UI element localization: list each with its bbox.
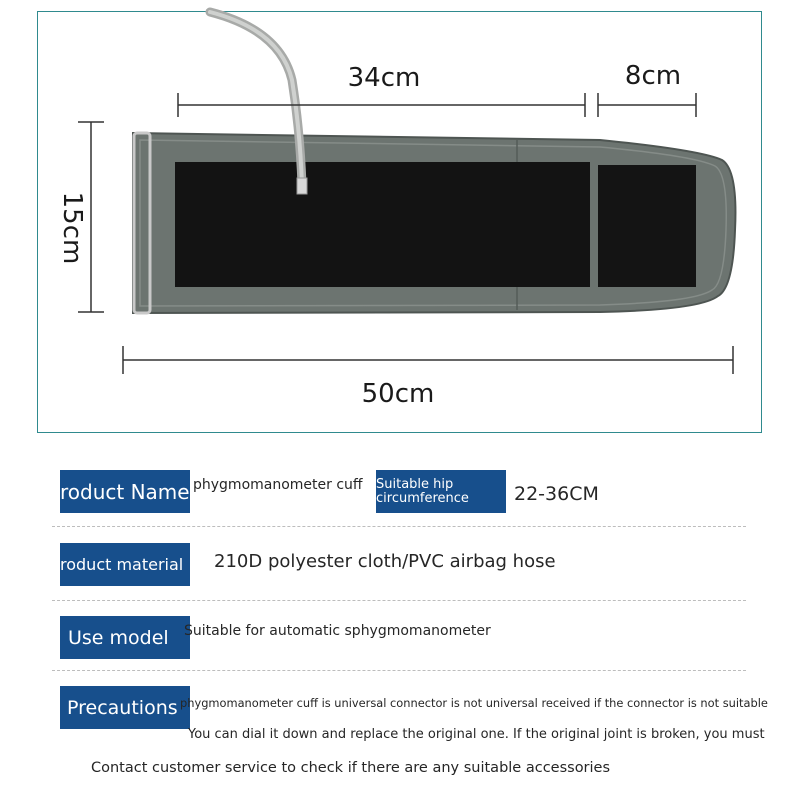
hip-label-line1: Suitable hip <box>376 476 454 492</box>
hip-circumference-tag <box>376 470 506 513</box>
dim-8cm-label: 8cm <box>624 61 682 91</box>
precautions-tag <box>60 686 190 729</box>
velcro-hook-large <box>175 162 590 287</box>
product-material-value: 210D polyester cloth/PVC airbag hose <box>214 551 556 572</box>
product-material-label: roduct material <box>60 555 184 574</box>
use-model-tag <box>60 616 190 659</box>
precautions-label: Precautions <box>67 696 178 719</box>
use-model-value: Suitable for automatic sphygmomanometer <box>184 623 491 639</box>
row-divider-1 <box>52 526 746 527</box>
precautions-line-3: Contact customer service to check if there are any suitable accessories <box>91 760 611 776</box>
precautions-line-2: You can dial it down and replace the original one. If the original joint is broken, you must <box>188 727 765 742</box>
hose-connector <box>297 178 307 194</box>
precautions-line-1: phygmomanometer cuff is universal connector is not universal received if the connector is not suitable <box>180 696 768 710</box>
hip-label-line2: circumference <box>376 490 469 506</box>
row-divider-3 <box>52 670 746 671</box>
hip-circumference-value: 22-36CM <box>514 483 599 505</box>
product-name-value: phygmomanometer cuff <box>193 477 363 493</box>
use-model-label: Use model <box>68 626 169 649</box>
velcro-hook-small <box>598 165 696 287</box>
product-name-tag <box>60 470 190 513</box>
dim-15cm-label: 15cm <box>57 191 87 265</box>
product-material-tag <box>60 543 190 586</box>
dim-50cm-label: 50cm <box>361 379 435 409</box>
dim-34cm-label: 34cm <box>347 63 421 93</box>
row-divider-2 <box>52 600 746 601</box>
product-name-label: roduct Name <box>60 479 190 504</box>
